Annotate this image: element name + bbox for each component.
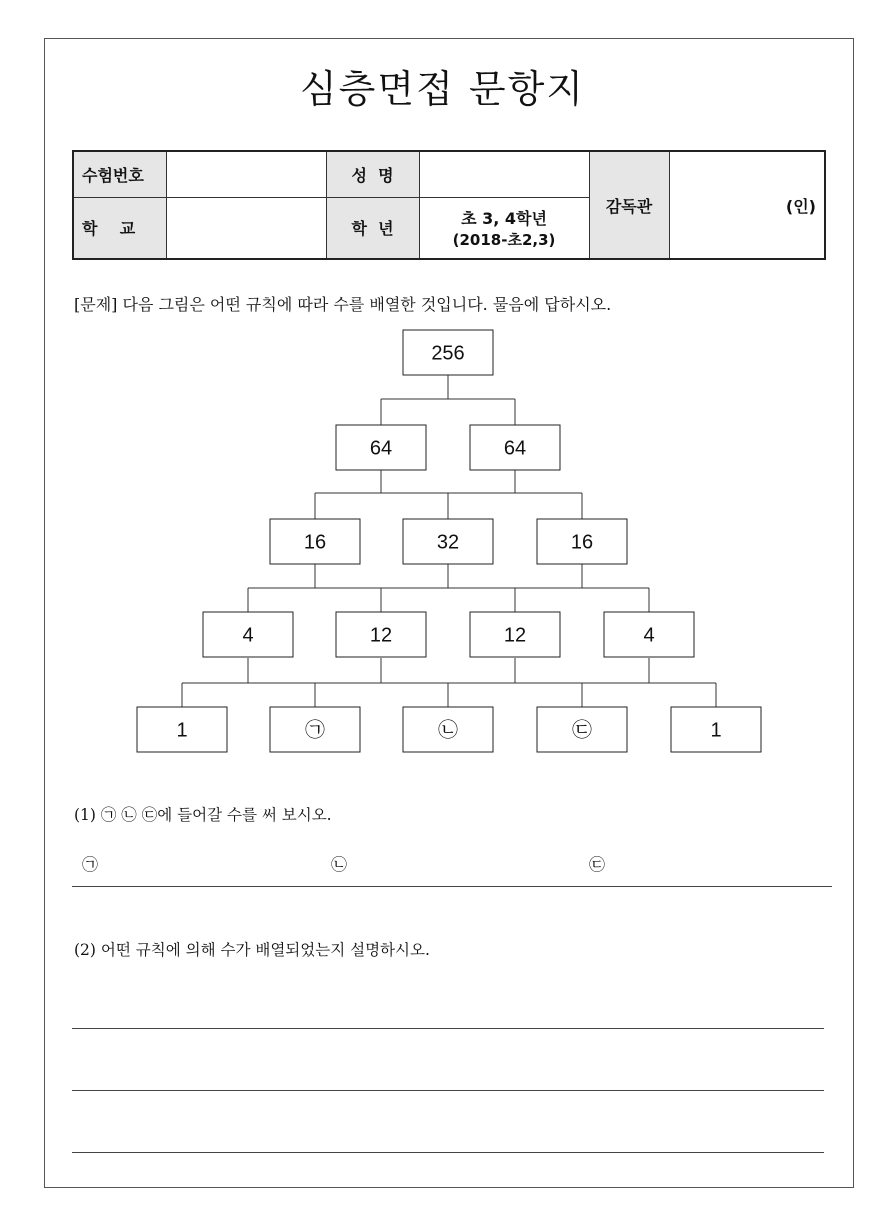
sub-question-2: (2) 어떤 규칙에 의해 수가 배열되었는지 설명하시오. bbox=[74, 941, 430, 959]
tree-node-value: 1 bbox=[176, 719, 188, 742]
tree-node-value: 64 bbox=[369, 437, 393, 460]
answer-line-4[interactable] bbox=[72, 1152, 824, 1153]
tree-node-value: 12 bbox=[503, 624, 527, 647]
tree-node-value: 64 bbox=[503, 437, 527, 460]
answer-line-3[interactable] bbox=[72, 1090, 824, 1091]
tree-node-value: 1 bbox=[710, 719, 722, 742]
grade-line2: (2018-초2,3) bbox=[452, 230, 556, 249]
sub-question-1: (1) ㉠ ㉡ ㉢에 들어갈 수를 써 보시오. bbox=[74, 806, 332, 824]
tree-node-value: 16 bbox=[570, 531, 594, 554]
seal-field[interactable]: (인) bbox=[669, 151, 825, 259]
tree-node-value: 16 bbox=[303, 531, 327, 554]
tree-node-value: 4 bbox=[242, 624, 254, 647]
tree-node-value: 12 bbox=[369, 624, 393, 647]
tree-node-value: 4 bbox=[643, 624, 655, 647]
school-label: 학 교 bbox=[73, 197, 166, 259]
answer-line-2[interactable] bbox=[72, 1028, 824, 1029]
grade-label: 학 년 bbox=[326, 197, 419, 259]
tree-node-value: ㉠ bbox=[305, 719, 325, 742]
answer-line-1[interactable] bbox=[72, 886, 832, 887]
name-label: 성 명 bbox=[326, 151, 419, 197]
answer-b-label: ㉡ bbox=[331, 855, 348, 874]
answer-a-label: ㉠ bbox=[82, 855, 99, 874]
tree-node-value: 32 bbox=[436, 531, 460, 554]
grade-line1: 초 3, 4학년 bbox=[461, 208, 547, 228]
page-title: 심층면접 문항지 bbox=[299, 67, 586, 111]
exam-number-label: 수험번호 bbox=[73, 151, 166, 197]
answer-c-label: ㉢ bbox=[589, 855, 606, 874]
question-text: [문제] 다음 그림은 어떤 규칙에 따라 수를 배열한 것입니다. 물음에 답하시오. bbox=[74, 295, 612, 314]
supervisor-label: 감독관 bbox=[589, 151, 669, 259]
tree-node-value: ㉢ bbox=[572, 719, 592, 742]
tree-node-value: 256 bbox=[431, 342, 465, 365]
tree-node-value: ㉡ bbox=[438, 719, 458, 742]
